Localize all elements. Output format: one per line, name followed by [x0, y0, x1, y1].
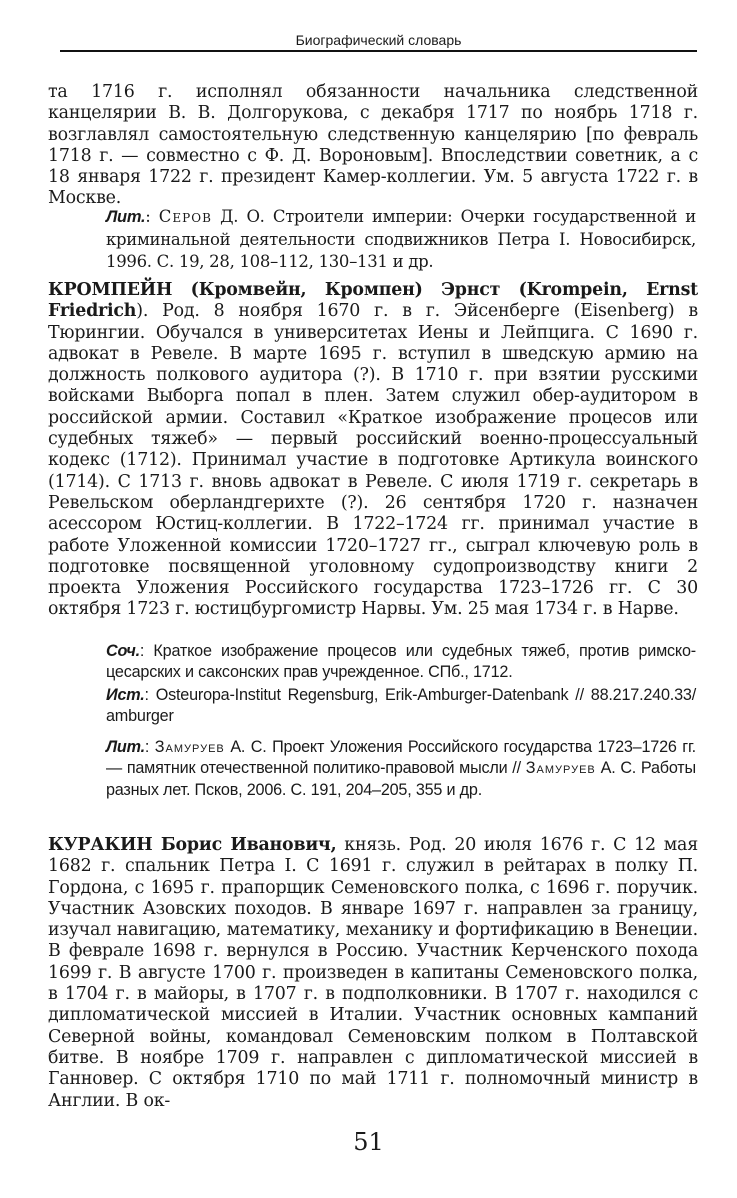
ref-author: Замуруев	[154, 738, 225, 756]
ref-label: Лит.	[106, 208, 146, 226]
entry-text: ). Род. 8 ноября 1670 г. в г. Эйсенберге (Eisenberg) в Тюрингии. Обучался в университетах Иены и Лейпцига. С 1690 г. адвокат в Ревеле. В марте 1695 г. вступил в шведскую армию на должность полкового аудитора (?). В 1710 г. при взятии русскими войсками Выборга попал в плен. Затем служил обер-аудитором в российской армии. Составил «Краткое изображение процесов или судебных тяжеб» — первый российский военно-процессуальный кодекс (1712). Принимал участие в подготовке Артикула воинского (1714). С 1713 г. вновь адвокат в Ревеле. С июля 1719 г. секретарь в Ревельском оберландгерихте (?). 26 сентября 1720 г. назначен асессором Юстиц-коллегии. В 1722–1724 гг. принимал участие в работе Уложенной комиссии 1720–1727 гг., сыграл ключевую роль в подготовке посвященной уголовному судопроизводству книги 2 проекта Уложения Российского государства 1723–1726 гг. С 30 октября 1723 г. юстицбургомистр Нарвы. Ум. 25 мая 1734 г. в Нарве.	[48, 301, 698, 620]
entry-kurakin	[48, 835, 698, 1112]
entry-krompein	[48, 280, 698, 621]
ref-text: А. С. Проект Уложения Российского государства 1723–1726 гг. — памятник отечественной политико-правовой мысли //	[106, 738, 696, 778]
references-lit-1: Лит.: Серов Д. О. Строители империи: Очерки государственной и криминальной деятельности сподвижников Петра I. Новосибирск, 1996. С. 19, 28, 108–112, 130–131 и др.	[106, 207, 696, 271]
references-lit-2: Лит.: Замуруев А. С. Проект Уложения Российского государства 1723–1726 гг. — памятник отечественной политико-правовой мысли // Замуруев А. С. Работы разных лет. Псков, 2006. С. 191, 204–205, 355 и др.	[106, 738, 696, 799]
references-soch: Соч.: Краткое изображение процесов или судебных тяжеб, против римско-цесарских и саксонских прав учрежденное. СПб., 1712.	[106, 642, 696, 682]
ref-author: Замуруев	[525, 759, 596, 778]
paragraph-continuation: та 1716 г. исполнял обязанности начальника следственной канцелярии В. В. Долгорукова, с декабря 1717 по ноябрь 1718 г. возглавлял самостоятельную следственную канцелярию [по февраль 1718 г. — совместно с Ф. Д. Вороновым]. Впоследствии советник, а с 18 января 1722 г. президент Камер-коллегии. Ум. 5 августа 1722 г. в Москве.	[48, 82, 698, 209]
entry-heading: КУРАКИН Борис Иванович,	[48, 835, 337, 855]
ref-text: Osteuropa-Institut Regensburg, Erik-Amburger-Datenbank // 88.217.240.33/ amburger	[106, 686, 696, 726]
ref-label: Соч.	[106, 642, 140, 660]
entry-heading: КРОМПЕЙН (Кромвейн, Кромпен) Эрнст (Krompein, Ernst Friedrich	[48, 280, 698, 322]
ref-label: Ист.	[106, 686, 145, 704]
ref-text: Краткое изображение процесов или судебных тяжеб, против римско-цесарских и саксонских прав учрежденное. СПб., 1712.	[106, 642, 696, 682]
ref-text: Д. О. Строители империи: Очерки государственной и криминальной деятельности сподвижников Петра I. Новосибирск, 1996. С. 19, 28, 108–112, 130–131 и др.	[106, 207, 696, 271]
ref-author: Серов	[158, 207, 212, 226]
running-header: Биографический словарь	[60, 30, 697, 52]
ref-text: А. С. Работы разных лет. Псков, 2006. С. 191, 204–205, 355 и др.	[106, 759, 696, 799]
ref-label: Лит.	[106, 738, 145, 756]
entry-text: князь. Род. 20 июля 1676 г. С 12 мая 1682 г. спальник Петра I. С 1691 г. служил в рейтарах в полку П. Гордона, с 1695 г. прапорщик Семеновского полка, с 1696 г. поручик. Участник Азовских походов. В январе 1697 г. направлен за границу, изучал навигацию, математику, механику и фортификацию в Венеции. В феврале 1698 г. вернулся в Россию. Участник Керченского похода 1699 г. В августе 1700 г. произведен в капитаны Семеновского полка, в 1704 г. в майоры, в 1707 г. в подполковники. В 1707 г. находился с дипломатической миссией в Италии. Участник основных кампаний Северной войны, командовал Семеновским полком в Полтавской битве. В ноябре 1709 г. направлен с дипломатической миссией в Ганновер. С октября 1710 по май 1711 г. полномочный министр в Англии. В ок-	[48, 835, 699, 1111]
references-ist: Ист.: Osteuropa-Institut Regensburg, Erik-Amburger-Datenbank // 88.217.240.33/ amburger	[106, 686, 696, 726]
page-number: 51	[353, 1128, 384, 1156]
